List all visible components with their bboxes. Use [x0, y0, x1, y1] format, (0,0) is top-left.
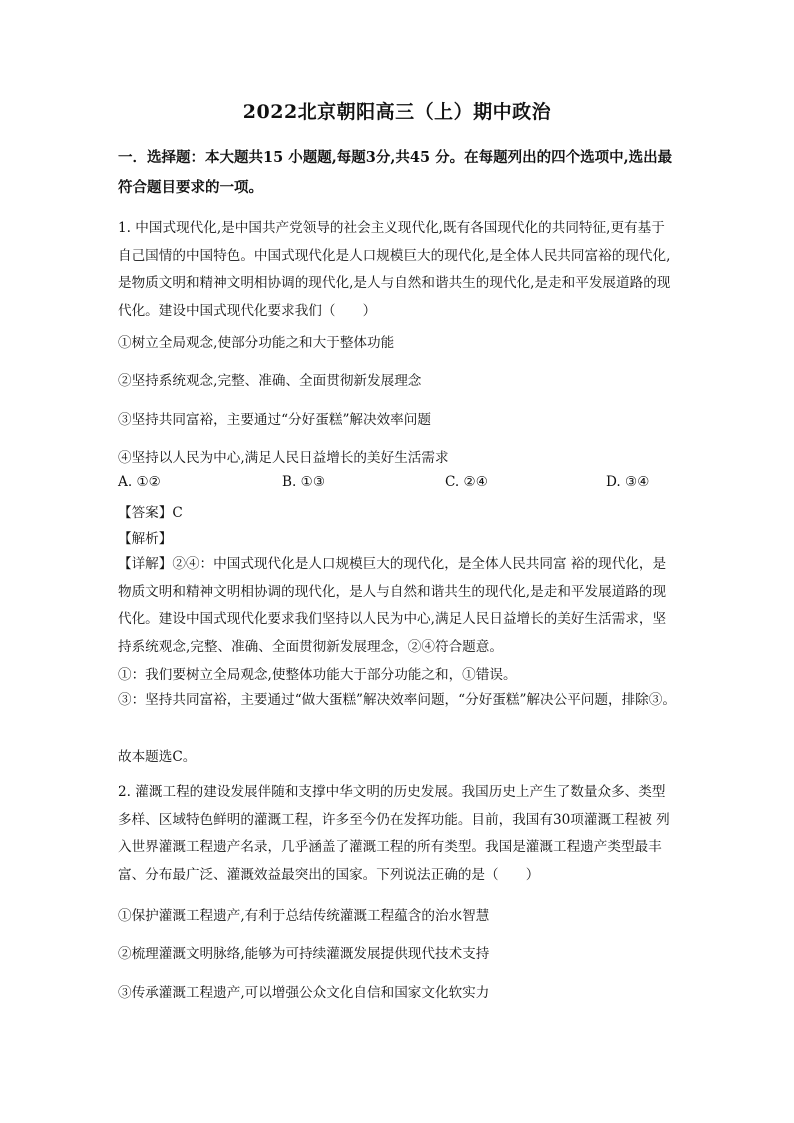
- q1-detail: 【详解】②④：中国式现代化是人口规模巨大的现代化，是全体人民共同富 裕的现代化，是物质文明和精神文明相协调的现代化，是人与自然和谐共生的现代化,是走和平发展道路的现代化。建设中国式现代化要求我们坚持以人民为中心,满足人民日益增长的美好生活需求，坚持系统观念,完整、准确、全面贯彻新发展理念，②④符合题意。: [118, 556, 667, 655]
- q1-note-1: ①：我们要树立全局观念,使整体功能大于部分功能之和，①错误。: [118, 667, 517, 683]
- q1-statement-3: ③坚持共同富裕，主要通过“分好蛋糕”解决效率问题: [118, 412, 431, 428]
- page-title: 2022北京朝阳高三（上）期中政治: [242, 101, 552, 123]
- q1-note-3: ③：坚持共同富裕，主要通过“做大蛋糕”解决效率问题，“分好蛋糕”解决公平问题，排除③。: [118, 692, 676, 708]
- q2-statement-1: ①保护灌溉工程遗产,有利于总结传统灌溉工程蕴含的治水智慧: [118, 908, 490, 924]
- q1-analysis-label: 【解析】: [118, 531, 173, 547]
- q1-option-c: C. ②④: [445, 474, 488, 490]
- q1-option-d: D. ③④: [606, 474, 650, 490]
- q2-statement-3: ③传承灌溉工程遗产,可以增强公众文化自信和国家文化软实力: [118, 985, 490, 1001]
- q1-statement-4: ④坚持以人民为中心,满足人民日益增长的美好生活需求: [118, 450, 449, 466]
- q1-conclusion: 故本题选C。: [118, 749, 197, 765]
- q1-statement-1: ①树立全局观念,使部分功能之和大于整体功能: [118, 335, 395, 351]
- question-1-stem: 1. 中国式现代化,是中国共产党领导的社会主义现代化,既有各国现代化的共同特征,更有基于自己国情的中国特色。中国式现代化是人口规模巨大的现代化,是全体人民共同富裕的现代化,是物质文明和精神文明相协调的现代化,是人与自然和谐共生的现代化,是走和平发展道路的现代化。建设中国式现代化要求我们（ ）: [118, 220, 671, 319]
- question-2-stem: 2. 灌溉工程的建设发展伴随和支撑中华文明的历史发展。我国历史上产生了数量众多、类型多样、区域特色鲜明的灌溉工程，许多至今仍在发挥功能。目前，我国有30项灌溉工程被 列入世界灌溉工程遗产名录，几乎涵盖了灌溉工程的所有类型。我国是灌溉工程遗产类型最丰富、分布最广泛、灌溉效益最突出的国家。下列说法正确的是（ ）: [118, 784, 670, 883]
- q1-option-a: A. ①②: [118, 474, 161, 490]
- q2-statement-2: ②梳理灌溉文明脉络,能够为可持续灌溉发展提供现代技术支持: [118, 946, 490, 962]
- section-heading: 一．选择题：本大题共15 小题题,每题3分,共45 分。在每题列出的四个选项中,选出最符合题目要求的一项。: [118, 149, 673, 196]
- q1-option-b: B. ①③: [282, 474, 326, 490]
- q1-answer: 【答案】C: [118, 505, 183, 521]
- q1-statement-2: ②坚持系统观念,完整、准确、全面贯彻新发展理念: [118, 373, 422, 389]
